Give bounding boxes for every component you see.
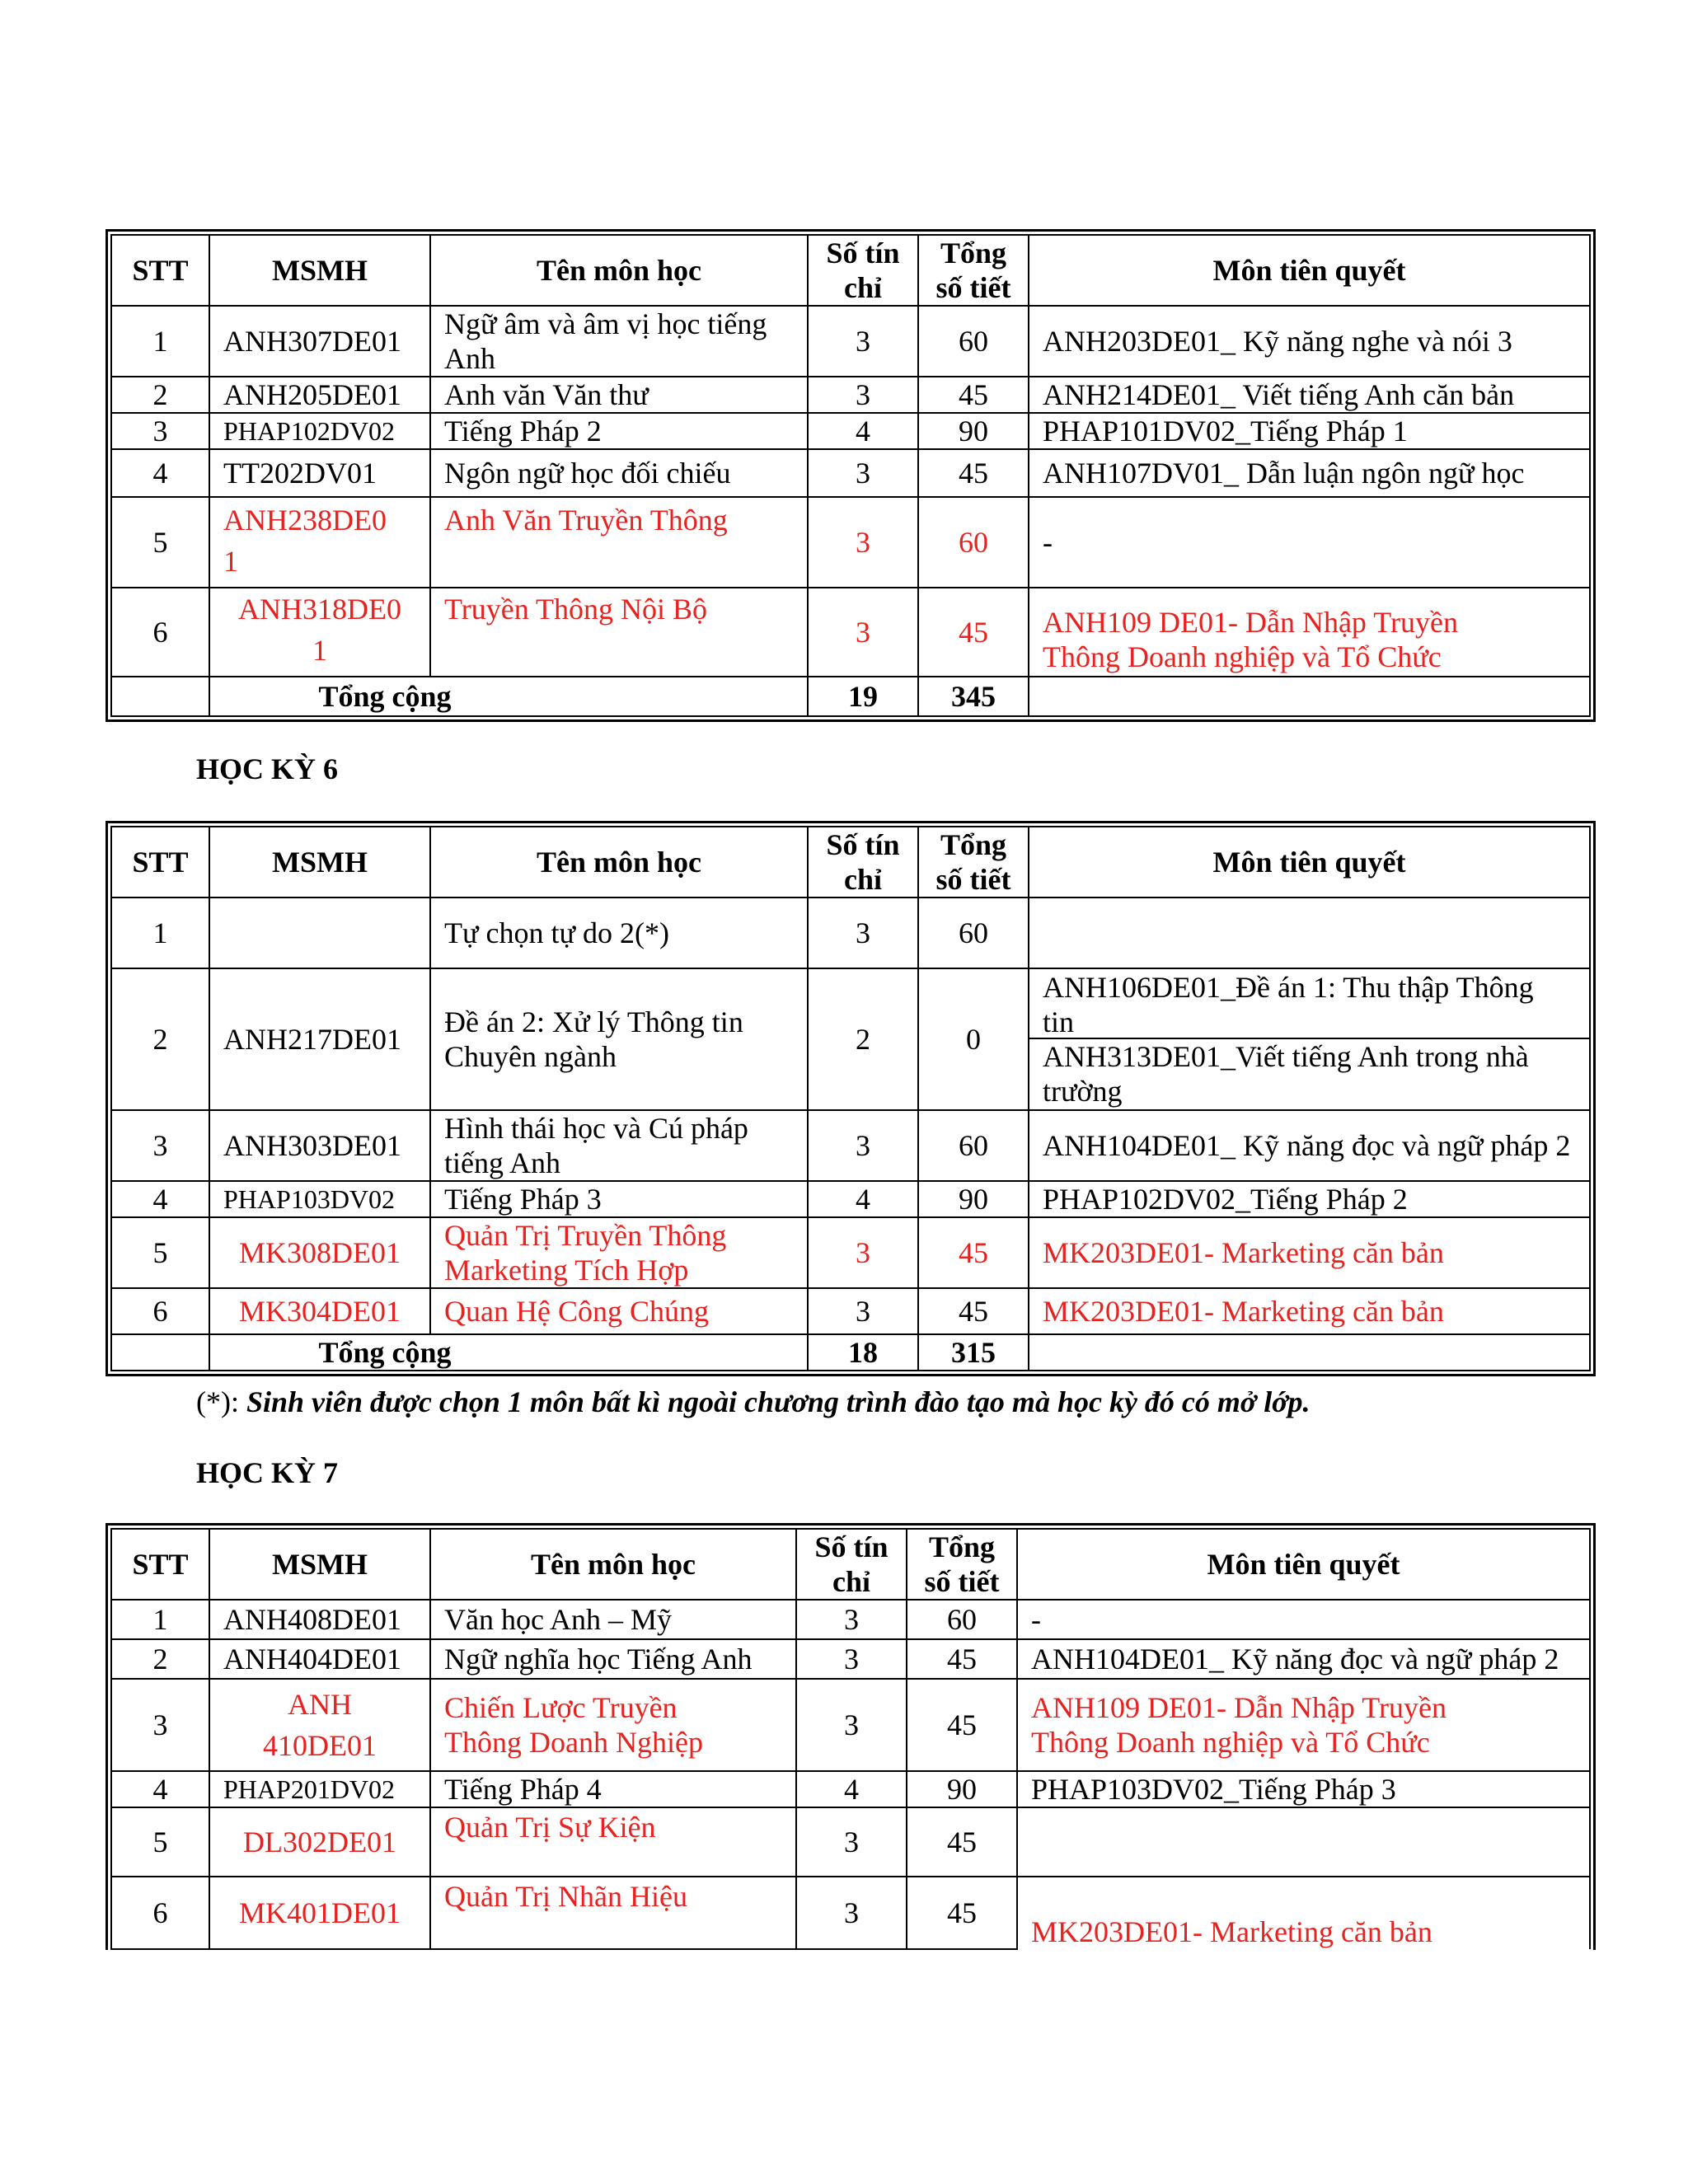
header-prerequisite: Môn tiên quyết (1029, 235, 1590, 306)
table-row (111, 588, 1590, 677)
table-header-row (111, 1529, 1590, 1600)
row-periods: 45 (918, 588, 1029, 677)
row-code: DL302DE01 (209, 1807, 430, 1877)
semester-7-heading: HỌC KỲ 7 (196, 1456, 339, 1489)
row-prerequisite: ANH109 DE01- Dẫn Nhập Truyền Thông Doanh nghiệp và Tổ Chức (1017, 1679, 1590, 1771)
row-course-name: Truyền Thông Nội Bộ (430, 588, 808, 677)
row-stt: 4 (111, 1771, 209, 1807)
row-credits: 3 (796, 1877, 907, 1949)
row-stt: 6 (111, 1877, 209, 1949)
row-credits: 3 (808, 1288, 918, 1334)
footnote-marker: (*): (196, 1385, 246, 1418)
row-prerequisite: - (1029, 497, 1590, 588)
row-credits: 3 (796, 1807, 907, 1877)
table-row (111, 497, 1590, 588)
row-prerequisite (1017, 1807, 1590, 1877)
row-periods: 45 (907, 1807, 1017, 1877)
table-row (111, 1639, 1590, 1679)
row-code: ANH408DE01 (209, 1600, 430, 1639)
row-code: ANH318DE0 1 (209, 588, 430, 677)
header-msmh: MSMH (209, 827, 430, 898)
row-periods: 0 (918, 968, 1029, 1110)
table-row (111, 413, 1590, 449)
row-course-name: Quan Hệ Công Chúng (430, 1288, 808, 1334)
row-code: MK304DE01 (209, 1288, 430, 1334)
row-code: TT202DV01 (209, 449, 430, 497)
row-prerequisite: MK203DE01- Marketing căn bản (1017, 1877, 1590, 1949)
table-row (111, 377, 1590, 413)
row-code: PHAP102DV02 (209, 413, 430, 449)
row-course-name: Đề án 2: Xử lý Thông tin Chuyên ngành (430, 968, 808, 1110)
header-msmh: MSMH (209, 1529, 430, 1600)
table-row (111, 1877, 1590, 1949)
row-stt: 4 (111, 1181, 209, 1217)
row-credits: 3 (808, 898, 918, 968)
row-credits: 3 (808, 1110, 918, 1181)
row-code: ANH238DE0 1 (209, 497, 430, 588)
row-periods: 45 (918, 1217, 1029, 1288)
total-credits: 18 (808, 1334, 918, 1371)
total-periods: 315 (918, 1334, 1029, 1371)
row-stt: 5 (111, 1217, 209, 1288)
table-row (111, 306, 1590, 377)
row-credits: 2 (808, 968, 918, 1110)
row-credits: 3 (808, 588, 918, 677)
row-stt: 3 (111, 413, 209, 449)
table-row (111, 898, 1590, 968)
table-row (111, 968, 1590, 1110)
row-course-name: Tiếng Pháp 3 (430, 1181, 808, 1217)
row-code: ANH 410DE01 (209, 1679, 430, 1771)
row-course-name: Tiếng Pháp 2 (430, 413, 808, 449)
row-periods: 45 (907, 1679, 1017, 1771)
row-code: ANH307DE01 (209, 306, 430, 377)
row-prerequisite: ANH106DE01_Đề án 1: Thu thập Thông tin ANH313DE01_Viết tiếng Anh trong nhà trường (1029, 968, 1590, 1110)
row-stt: 6 (111, 588, 209, 677)
table-row (111, 1217, 1590, 1288)
row-stt: 1 (111, 898, 209, 968)
row-prerequisite: ANH104DE01_ Kỹ năng đọc và ngữ pháp 2 (1017, 1639, 1590, 1679)
row-course-name: Hình thái học và Cú pháp tiếng Anh (430, 1110, 808, 1181)
row-stt: 2 (111, 968, 209, 1110)
row-stt: 6 (111, 1288, 209, 1334)
header-periods: Tổng số tiết (918, 827, 1029, 898)
row-credits: 3 (808, 1217, 918, 1288)
header-credits: Số tín chỉ (808, 827, 918, 898)
row-credits: 3 (796, 1600, 907, 1639)
header-course-name: Tên môn học (430, 827, 808, 898)
row-code (209, 898, 430, 968)
row-code: ANH217DE01 (209, 968, 430, 1110)
row-prerequisite: PHAP101DV02_Tiếng Pháp 1 (1029, 413, 1590, 449)
row-periods: 90 (918, 1181, 1029, 1217)
table-header-row (111, 235, 1590, 306)
row-code: MK401DE01 (209, 1877, 430, 1949)
row-periods: 60 (918, 898, 1029, 968)
table-row (111, 1771, 1590, 1807)
course-table-semester-7 (106, 1523, 1596, 1950)
row-course-name: Tự chọn tự do 2(*) (430, 898, 808, 968)
row-course-name: Văn học Anh – Mỹ (430, 1600, 796, 1639)
table-row (111, 1679, 1590, 1771)
row-code: MK308DE01 (209, 1217, 430, 1288)
row-periods: 45 (907, 1639, 1017, 1679)
table-row (111, 1110, 1590, 1181)
row-course-name: Quản Trị Nhãn Hiệu (430, 1877, 796, 1949)
row-stt: 1 (111, 306, 209, 377)
row-course-name: Chiến Lược Truyền Thông Doanh Nghiệp (430, 1679, 796, 1771)
row-periods: 60 (907, 1600, 1017, 1639)
row-course-name: Ngữ nghĩa học Tiếng Anh (430, 1639, 796, 1679)
row-periods: 60 (918, 306, 1029, 377)
row-stt: 4 (111, 449, 209, 497)
total-label: Tổng cộng (209, 1334, 808, 1371)
header-course-name: Tên môn học (430, 235, 808, 306)
header-credits: Số tín chỉ (808, 235, 918, 306)
header-msmh: MSMH (209, 235, 430, 306)
row-prerequisite: MK203DE01- Marketing căn bản (1029, 1217, 1590, 1288)
row-prerequisite: ANH203DE01_ Kỹ năng nghe và nói 3 (1029, 306, 1590, 377)
table-row (111, 1288, 1590, 1334)
row-periods: 45 (918, 449, 1029, 497)
row-stt: 5 (111, 1807, 209, 1877)
header-stt: STT (111, 1529, 209, 1600)
header-prerequisite: Môn tiên quyết (1017, 1529, 1590, 1600)
row-credits: 3 (808, 377, 918, 413)
row-code: PHAP201DV02 (209, 1771, 430, 1807)
row-credits: 4 (808, 1181, 918, 1217)
row-prerequisite: - (1017, 1600, 1590, 1639)
row-credits: 3 (808, 306, 918, 377)
row-course-name: Quản Trị Truyền Thông Marketing Tích Hợp (430, 1217, 808, 1288)
row-periods: 60 (918, 497, 1029, 588)
row-course-name: Quản Trị Sự Kiện (430, 1807, 796, 1877)
row-stt: 5 (111, 497, 209, 588)
total-credits: 19 (808, 677, 918, 716)
row-stt: 2 (111, 377, 209, 413)
table-row (111, 449, 1590, 497)
header-stt: STT (111, 827, 209, 898)
row-stt: 1 (111, 1600, 209, 1639)
row-stt: 3 (111, 1110, 209, 1181)
row-prerequisite: ANH214DE01_ Viết tiếng Anh căn bản (1029, 377, 1590, 413)
table-header-row (111, 827, 1590, 898)
header-prerequisite: Môn tiên quyết (1029, 827, 1590, 898)
row-prerequisite: ANH109 DE01- Dẫn Nhập Truyền Thông Doanh nghiệp và Tổ Chức (1029, 588, 1590, 677)
row-prerequisite: MK203DE01- Marketing căn bản (1029, 1288, 1590, 1334)
row-credits: 3 (808, 497, 918, 588)
row-course-name: Anh Văn Truyền Thông (430, 497, 808, 588)
row-credits: 3 (796, 1679, 907, 1771)
row-credits: 4 (796, 1771, 907, 1807)
row-periods: 45 (918, 377, 1029, 413)
row-periods: 90 (907, 1771, 1017, 1807)
course-table-semester-5 (106, 229, 1596, 722)
row-credits: 3 (808, 449, 918, 497)
header-periods: Tổng số tiết (907, 1529, 1017, 1600)
total-periods: 345 (918, 677, 1029, 716)
header-stt: STT (111, 235, 209, 306)
row-course-name: Anh văn Văn thư (430, 377, 808, 413)
table-row (111, 1600, 1590, 1639)
row-code: ANH303DE01 (209, 1110, 430, 1181)
row-credits: 3 (796, 1639, 907, 1679)
row-code: ANH205DE01 (209, 377, 430, 413)
row-periods: 45 (907, 1877, 1017, 1949)
header-course-name: Tên môn học (430, 1529, 796, 1600)
row-code: PHAP103DV02 (209, 1181, 430, 1217)
semester-6-heading: HỌC KỲ 6 (196, 752, 339, 785)
row-course-name: Ngôn ngữ học đối chiếu (430, 449, 808, 497)
elective-footnote (196, 1385, 1311, 1419)
table-row (111, 1807, 1590, 1877)
row-periods: 60 (918, 1110, 1029, 1181)
table-row (111, 1181, 1590, 1217)
row-stt: 2 (111, 1639, 209, 1679)
row-prerequisite (1029, 898, 1590, 968)
total-row (111, 677, 1590, 716)
total-label: Tổng cộng (209, 677, 808, 716)
total-row (111, 1334, 1590, 1371)
header-periods: Tổng số tiết (918, 235, 1029, 306)
row-credits: 4 (808, 413, 918, 449)
row-prerequisite: PHAP103DV02_Tiếng Pháp 3 (1017, 1771, 1590, 1807)
row-prerequisite: ANH104DE01_ Kỹ năng đọc và ngữ pháp 2 (1029, 1110, 1590, 1181)
header-credits: Số tín chỉ (796, 1529, 907, 1600)
row-course-name: Tiếng Pháp 4 (430, 1771, 796, 1807)
footnote-text: Sinh viên được chọn 1 môn bất kì ngoài chương trình đào tạo mà học kỳ đó có mở lớp. (246, 1385, 1311, 1418)
row-periods: 90 (918, 413, 1029, 449)
row-stt: 3 (111, 1679, 209, 1771)
course-table-semester-6 (106, 821, 1596, 1376)
row-code: ANH404DE01 (209, 1639, 430, 1679)
row-prerequisite: PHAP102DV02_Tiếng Pháp 2 (1029, 1181, 1590, 1217)
row-course-name: Ngữ âm và âm vị học tiếng Anh (430, 306, 808, 377)
row-periods: 45 (918, 1288, 1029, 1334)
row-prerequisite: ANH107DV01_ Dẫn luận ngôn ngữ học (1029, 449, 1590, 497)
